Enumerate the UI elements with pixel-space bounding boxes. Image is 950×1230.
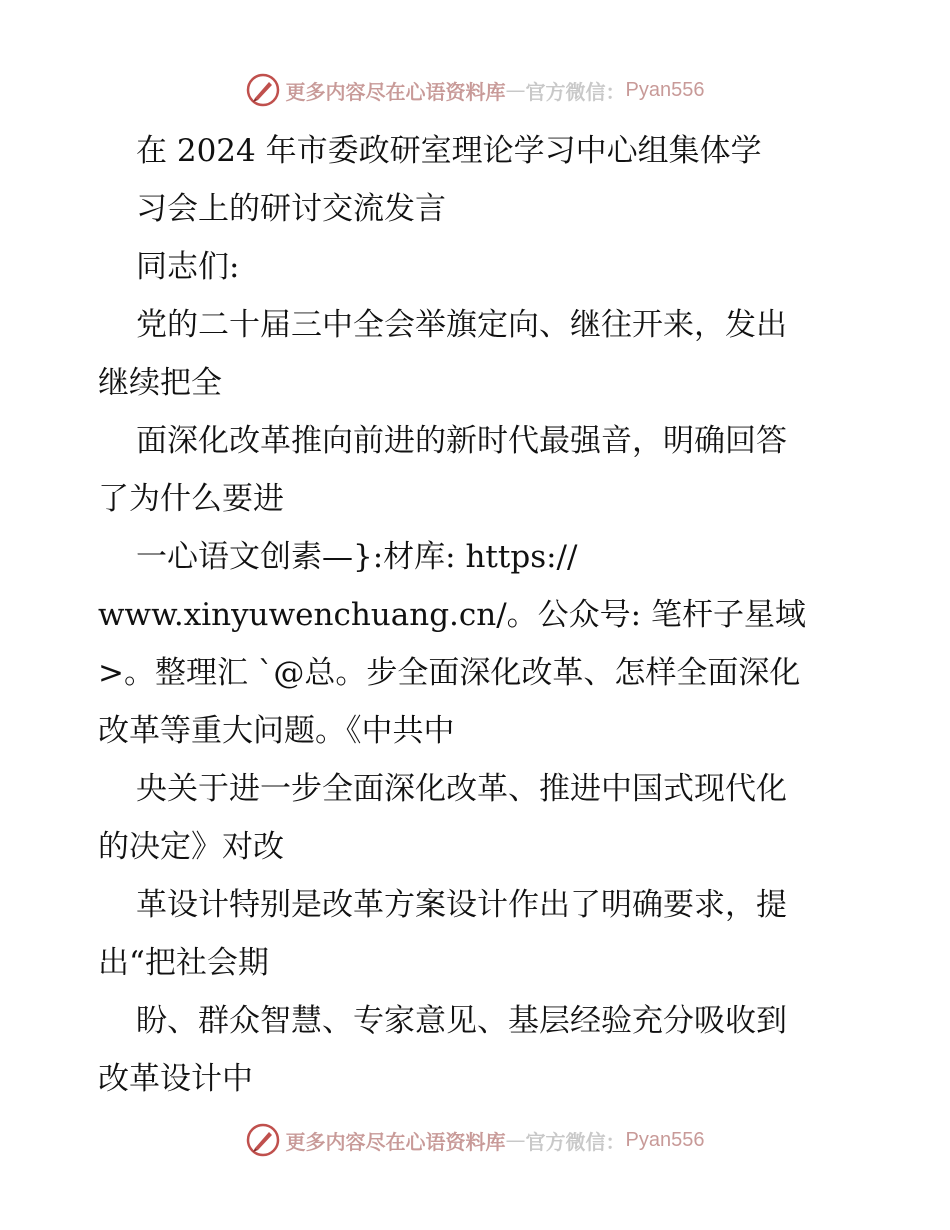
pen-logo-icon [246,1123,280,1157]
watermark-title: 更多内容尽在心语资料库 [285,79,506,104]
watermark-header [0,70,950,110]
watermark-dash: — [505,78,526,102]
document-body [98,122,868,1108]
watermark-wechat-id: Pyan556 [625,1128,705,1151]
doc-line: 了为什么要进 [98,481,284,517]
doc-line: 改革设计中 [98,1061,253,1097]
watermark-title: 更多内容尽在心语资料库 [285,1129,506,1154]
doc-line: 革设计特别是改革方案设计作出了明确要求，提 [136,887,787,923]
doc-salutation: 同志们: [136,249,240,285]
watermark-wechat-id: Pyan556 [625,78,705,101]
doc-line: >。整理汇 `@总。步全面深化改革、怎样全面深化 [98,655,801,691]
doc-line: 继续把全 [98,365,222,401]
doc-line: 的决定》对改 [98,829,284,865]
doc-line: 党的二十届三中全会举旗定向、继往开来，发出 [136,307,787,343]
doc-line: www.xinyuwenchuang.cn/。公众号: 笔杆子星域 [98,597,806,633]
doc-title-line-2: 习会上的研讨交流发言 [136,191,446,227]
watermark-dash: — [505,1128,526,1152]
doc-line: 出“把社会期 [98,945,269,981]
doc-line: 面深化改革推向前进的新时代最强音，明确回答 [136,423,787,459]
doc-line: 改革等重大问题。《中共中 [98,713,455,749]
doc-line: 一心语文创素—}:材库: https:// [136,539,578,575]
pen-logo-icon [246,73,280,107]
watermark-wechat-label: 官方微信： [525,79,626,104]
watermark-footer [0,1120,950,1160]
watermark-wechat-label: 官方微信： [525,1129,626,1154]
doc-line: 央关于进一步全面深化改革、推进中国式现代化 [136,771,787,807]
doc-line: 盼、群众智慧、专家意见、基层经验充分吸收到 [136,1003,787,1039]
doc-title-line-1: 在 2024 年市委政研室理论学习中心组集体学 [136,133,762,169]
